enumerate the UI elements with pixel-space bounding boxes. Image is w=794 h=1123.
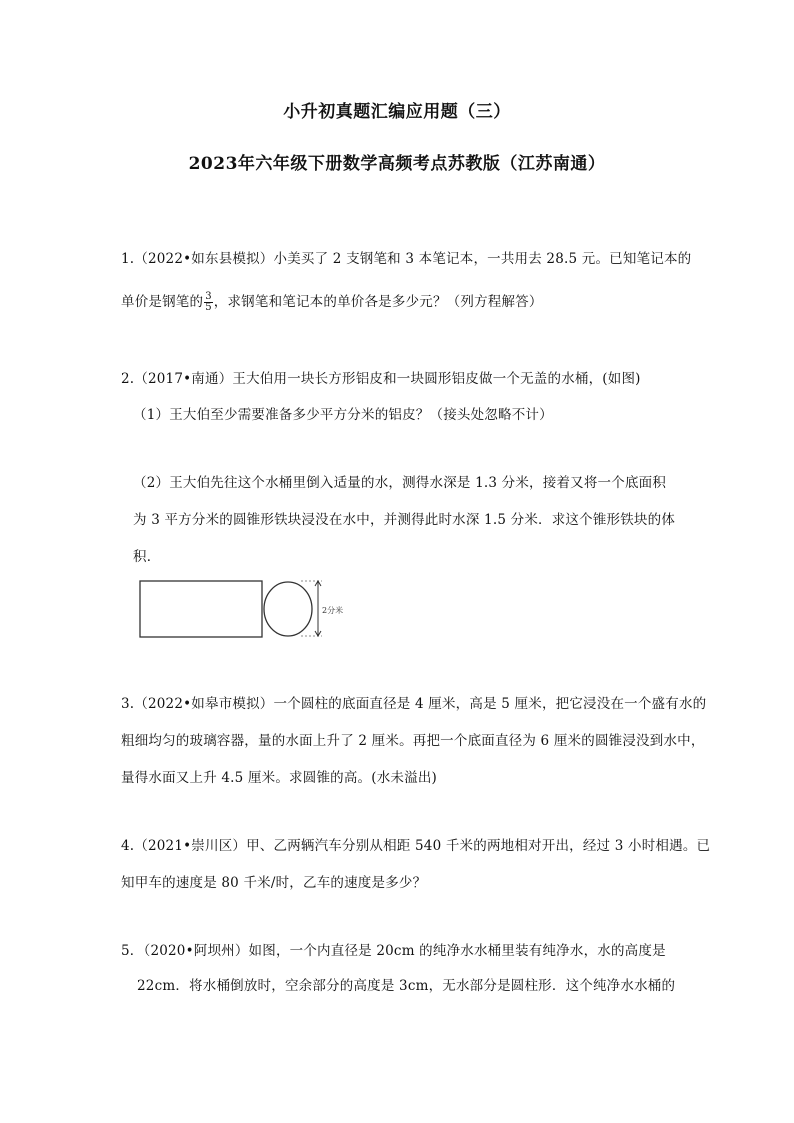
q1-line2-pre: 单价是钢笔的	[121, 294, 204, 310]
q3-line2: 粗细均匀的玻璃容器，量的水面上升了 2 厘米。再把一个底面直径为 6 厘米的圆锥浸没到水中，	[121, 733, 705, 749]
q5-line2: 22cm．将水桶倒放时，空余部分的高度是 3cm，无水部分是圆柱形．这个纯净水水桶的	[137, 978, 676, 994]
q3-line3: 量得水面又上升 4.5 厘米。求圆锥的高。(水未溢出)	[121, 770, 437, 786]
q1-line2	[121, 290, 543, 313]
q5-line1: 5．（2020•阿坝州）如图，一个内直径是 20cm 的纯净水水桶里装有纯净水，水的高度是	[121, 943, 666, 959]
q2-line1: 2.（2017•南通）王大伯用一块长方形铝皮和一块圆形铝皮做一个无盖的水桶，(如图)	[121, 371, 641, 387]
q2-sub1: （1）王大伯至少需要准备多少平方分米的铝皮？（接头处忽略不计）	[133, 407, 553, 423]
q4-line1: 4.（2021•崇川区）甲、乙两辆汽车分别从相距 540 千米的两地相对开出，经过 3 小时相遇。已	[121, 838, 711, 854]
q2-sub2-line3: 积．	[133, 549, 161, 565]
q3-line1: 3.（2022•如皋市模拟）一个圆柱的底面直径是 4 厘米，高是 5 厘米，把它浸没在一个盛有水的	[121, 696, 707, 712]
q4-line2: 知甲车的速度是 80 千米/时，乙车的速度是多少？	[121, 875, 427, 891]
fraction-numerator: 3	[205, 291, 212, 302]
circle-sheet	[264, 582, 312, 636]
q2-sub2-line2: 为 3 平方分米的圆锥形铁块浸没在水中，并测得此时水深 1.5 分米．求这个锥形铁块的体	[133, 512, 676, 528]
q1-line2-post: ，求钢笔和笔记本的单价各是多少元？（列方程解答）	[213, 294, 543, 310]
bucket-diagram	[138, 578, 344, 640]
doc-title: 小升初真题汇编应用题（三）	[283, 102, 511, 122]
q2-sub2-line1: （2）王大伯先往这个水桶里倒入适量的水，测得水深是 1.3 分米，接着又将一个底面积	[133, 475, 667, 491]
bucket-figure	[138, 578, 344, 644]
fraction-denominator: 5	[205, 302, 212, 313]
q1-line1: 1.（2022•如东县模拟）小美买了 2 支钢笔和 3 本笔记本，一共用去 28.5 元。已知笔记本的	[121, 251, 692, 267]
doc-subtitle: 2023年六年级下册数学高频考点苏教版（江苏南通）	[188, 154, 606, 174]
fraction-three-fifths	[204, 292, 213, 313]
rectangle-sheet	[140, 581, 262, 637]
dimension-label: 2分米	[322, 606, 344, 615]
